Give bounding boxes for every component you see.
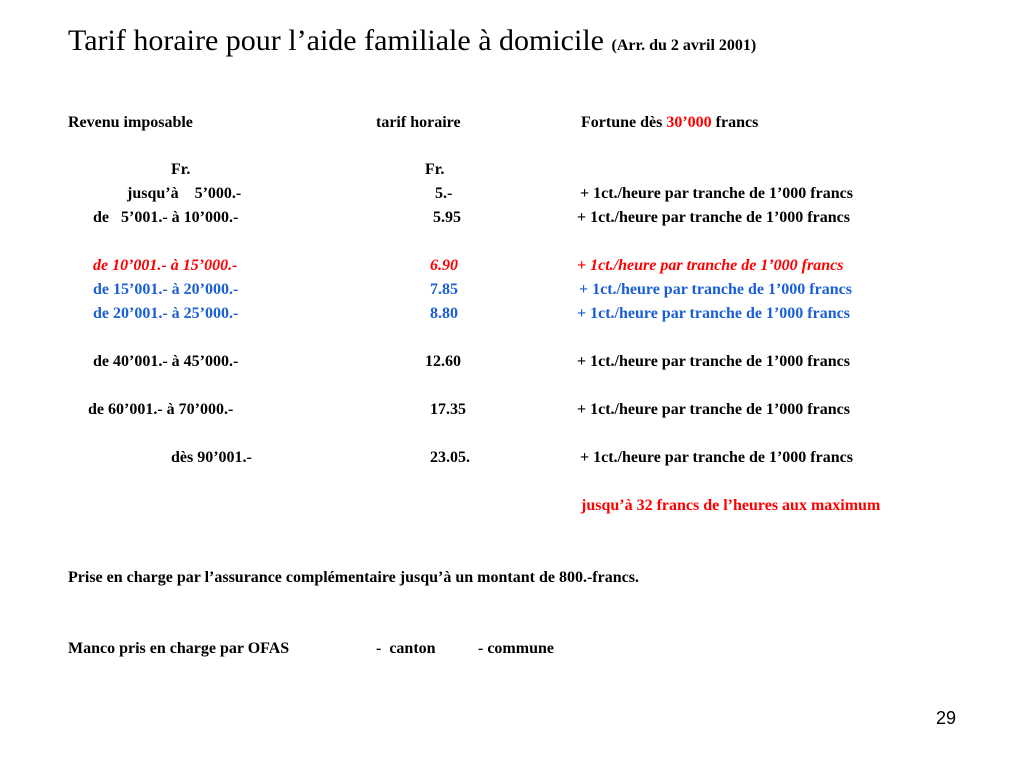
table-row-note: + 1ct./heure par tranche de 1’000 francs	[577, 305, 850, 322]
header-tarif: tarif horaire	[376, 114, 461, 131]
table-row-rate: 6.90	[430, 257, 458, 274]
table-row-rate: 5.95	[433, 209, 461, 226]
title-main: Tarif horaire pour l’aide familiale à domicile	[68, 24, 604, 57]
maximum-note: jusqu’à 32 francs de l’heures aux maximum	[581, 497, 881, 514]
manco-prefix: Manco pris en charge par OFAS	[68, 640, 290, 657]
table-row-rate: 12.60	[425, 353, 461, 370]
header-fortune	[581, 113, 758, 133]
table-row-note: + 1ct./heure par tranche de 1’000 francs	[577, 353, 850, 370]
insurance-note: Prise en charge par l’assurance complémentaire jusqu’à un montant de 800.-francs.	[68, 569, 639, 586]
table-row-note: + 1ct./heure par tranche de 1’000 francs	[577, 401, 850, 418]
table-row-note: + 1ct./heure par tranche de 1’000 francs	[580, 185, 853, 202]
header-fortune-prefix: Fortune dès	[581, 114, 667, 131]
table-row-rate: 17.35	[430, 401, 466, 418]
table-row-income: de 10’001.- à 15’000.-	[93, 257, 238, 274]
title-subtitle: (Arr. du 2 avril 2001)	[611, 37, 757, 54]
table-row-note: + 1ct./heure par tranche de 1’000 francs	[577, 257, 844, 274]
page-number: 29	[936, 708, 957, 728]
table-row-note: + 1ct./heure par tranche de 1’000 francs	[579, 281, 852, 298]
header-revenu: Revenu imposable	[68, 114, 193, 131]
table-row-income: de 40’001.- à 45’000.-	[93, 353, 239, 370]
table-row-rate: 23.05.	[430, 449, 470, 466]
unit-income: Fr.	[171, 161, 191, 178]
table-row-income: jusqu’à 5’000.-	[127, 185, 242, 202]
unit-rate: Fr.	[425, 161, 445, 178]
table-row-income: dès 90’001.-	[171, 449, 252, 466]
table-row-income: de 5’001.- à 10’000.-	[93, 209, 239, 226]
table-row-income: de 15’001.- à 20’000.-	[93, 281, 239, 298]
header-fortune-amount: 30’000	[666, 114, 712, 131]
manco-commune: - commune	[478, 640, 554, 657]
header-fortune-suffix: francs	[711, 114, 759, 131]
page-title	[68, 24, 756, 58]
manco-canton: - canton	[376, 640, 436, 657]
table-row-rate: 8.80	[430, 305, 458, 322]
table-row-income: de 20’001.- à 25’000.-	[93, 305, 239, 322]
table-row-note: + 1ct./heure par tranche de 1’000 francs	[580, 449, 853, 466]
table-row-rate: 7.85	[430, 281, 458, 298]
table-row-note: + 1ct./heure par tranche de 1’000 francs	[577, 209, 850, 226]
table-row-rate: 5.-	[435, 185, 453, 202]
table-row-income: de 60’001.- à 70’000.-	[88, 401, 234, 418]
